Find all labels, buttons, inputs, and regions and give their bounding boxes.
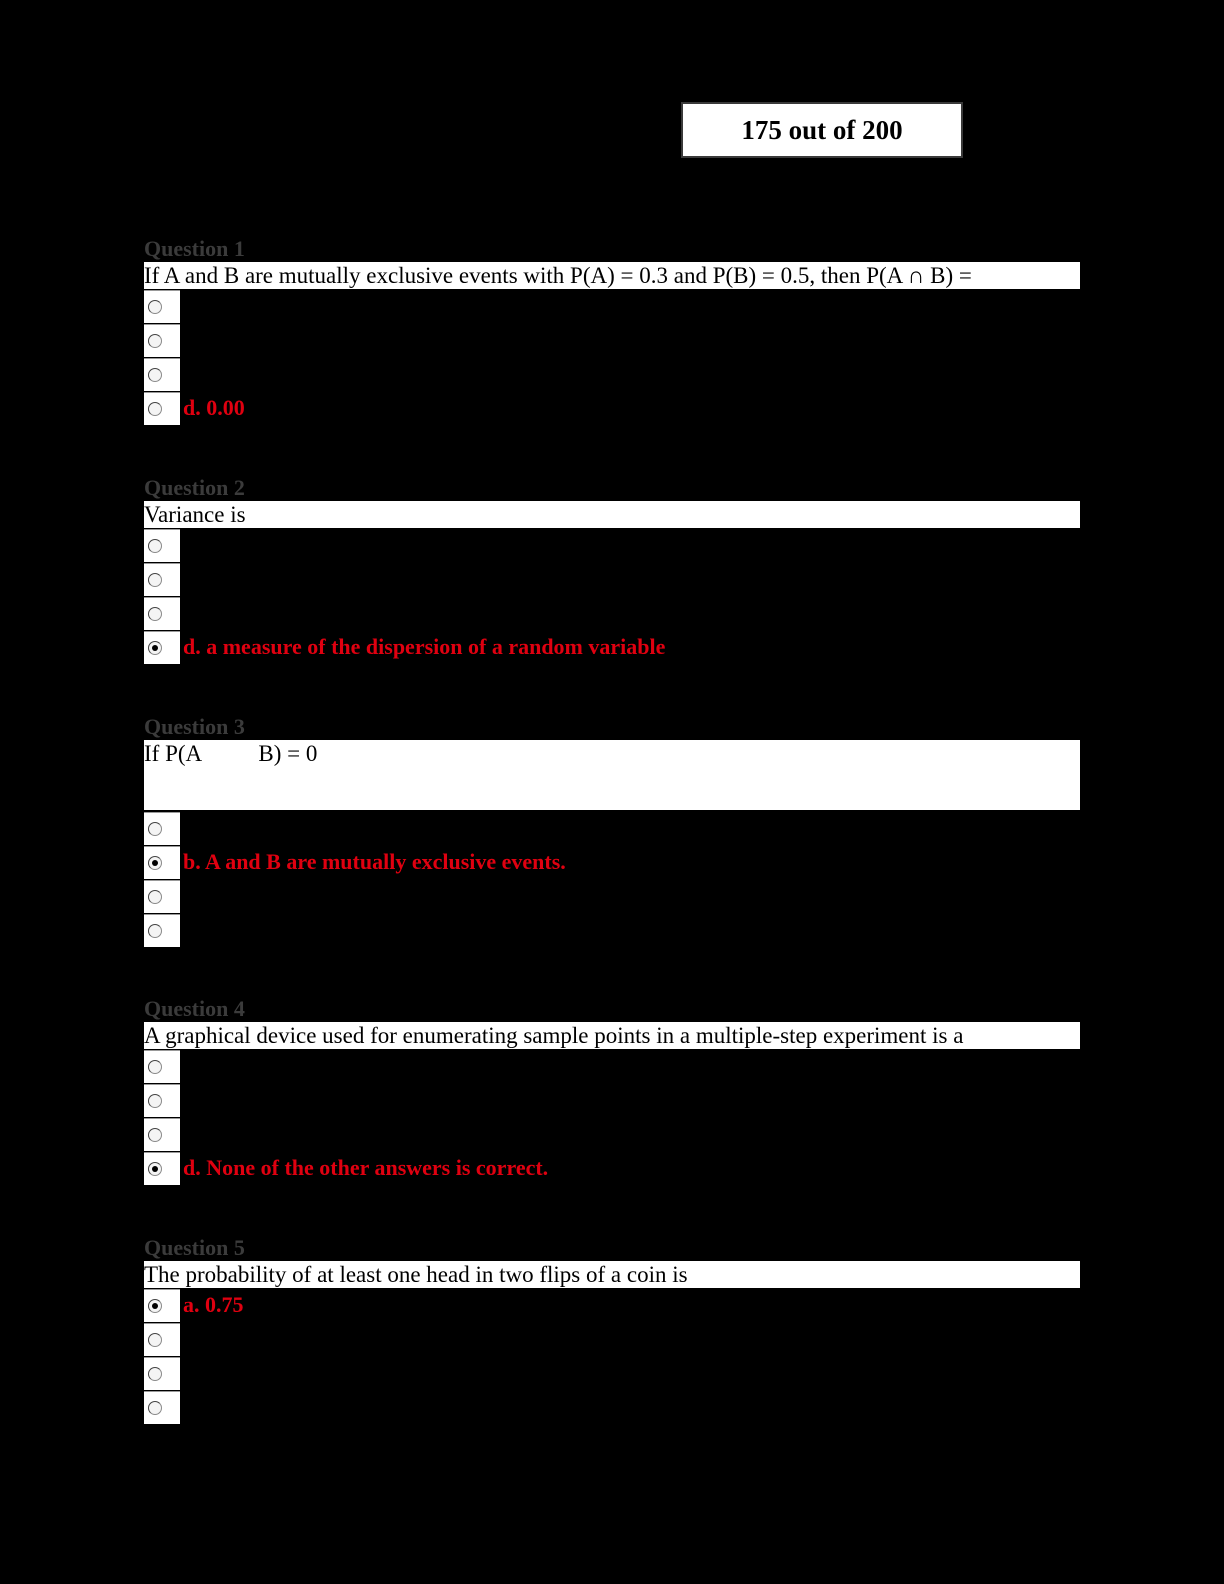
question-1 — [144, 236, 1081, 426]
option-a[interactable] — [144, 812, 1081, 846]
score-text: 175 out of 200 — [741, 114, 903, 145]
option-label: d. None of the other answers is correct. — [183, 1155, 549, 1180]
option-c[interactable] — [144, 358, 1081, 392]
question-4 — [144, 996, 1081, 1186]
option-c[interactable] — [144, 880, 1081, 914]
option-d[interactable] — [144, 914, 1081, 948]
question-5 — [144, 1235, 1081, 1425]
option-b[interactable] — [144, 324, 1081, 358]
option-c[interactable] — [144, 1118, 1081, 1152]
option-c[interactable] — [144, 1357, 1081, 1391]
question-title: Question 3 — [144, 714, 245, 739]
option-b[interactable] — [144, 1084, 1081, 1118]
radio-button-a[interactable] — [148, 822, 162, 836]
radio-button-c[interactable] — [148, 1367, 162, 1381]
option-label: d. 0.00 — [183, 395, 245, 420]
option-c[interactable] — [144, 597, 1081, 631]
radio-button-d[interactable] — [148, 402, 162, 416]
option-b[interactable] — [144, 1323, 1081, 1357]
option-a[interactable] — [144, 1289, 1081, 1323]
radio-button-b[interactable] — [148, 573, 162, 587]
radio-button-b[interactable] — [148, 856, 162, 870]
option-a[interactable] — [144, 529, 1081, 563]
question-2 — [144, 475, 1081, 665]
question-title: Question 1 — [144, 236, 245, 261]
question-text: Variance is — [144, 501, 1080, 528]
option-b[interactable] — [144, 846, 1081, 880]
option-a[interactable] — [144, 1050, 1081, 1084]
score-box — [681, 102, 963, 158]
question-title: Question 4 — [144, 996, 245, 1021]
radio-button-d[interactable] — [148, 924, 162, 938]
radio-button-c[interactable] — [148, 368, 162, 382]
radio-button-b[interactable] — [148, 1333, 162, 1347]
radio-button-a[interactable] — [148, 1299, 162, 1313]
radio-button-c[interactable] — [148, 890, 162, 904]
question-text: If A and B are mutually exclusive events with P(A) = 0.3 and P(B) = 0.5, then P(A ∩ B) = — [144, 262, 1080, 289]
question-text: The probability of at least one head in two flips of a coin is — [144, 1261, 1080, 1288]
option-d[interactable] — [144, 1391, 1081, 1425]
option-label: b. A and B are mutually exclusive events. — [183, 849, 566, 874]
question-text: If P(A B) = 0 — [144, 740, 1080, 810]
radio-button-b[interactable] — [148, 334, 162, 348]
option-label: a. 0.75 — [183, 1292, 244, 1317]
option-label: d. a measure of the dispersion of a random variable — [183, 634, 666, 659]
question-title: Question 2 — [144, 475, 245, 500]
option-d[interactable] — [144, 631, 1081, 665]
radio-button-c[interactable] — [148, 1128, 162, 1142]
option-a[interactable] — [144, 290, 1081, 324]
radio-button-d[interactable] — [148, 1162, 162, 1176]
radio-button-c[interactable] — [148, 607, 162, 621]
radio-button-a[interactable] — [148, 1060, 162, 1074]
radio-button-d[interactable] — [148, 641, 162, 655]
option-d[interactable] — [144, 392, 1081, 426]
option-d[interactable] — [144, 1152, 1081, 1186]
option-b[interactable] — [144, 563, 1081, 597]
question-title: Question 5 — [144, 1235, 245, 1260]
radio-button-a[interactable] — [148, 539, 162, 553]
question-3 — [144, 714, 1081, 954]
radio-button-b[interactable] — [148, 1094, 162, 1108]
radio-button-d[interactable] — [148, 1401, 162, 1415]
radio-button-a[interactable] — [148, 300, 162, 314]
question-text: A graphical device used for enumerating sample points in a multiple-step experiment is a — [144, 1022, 1080, 1049]
